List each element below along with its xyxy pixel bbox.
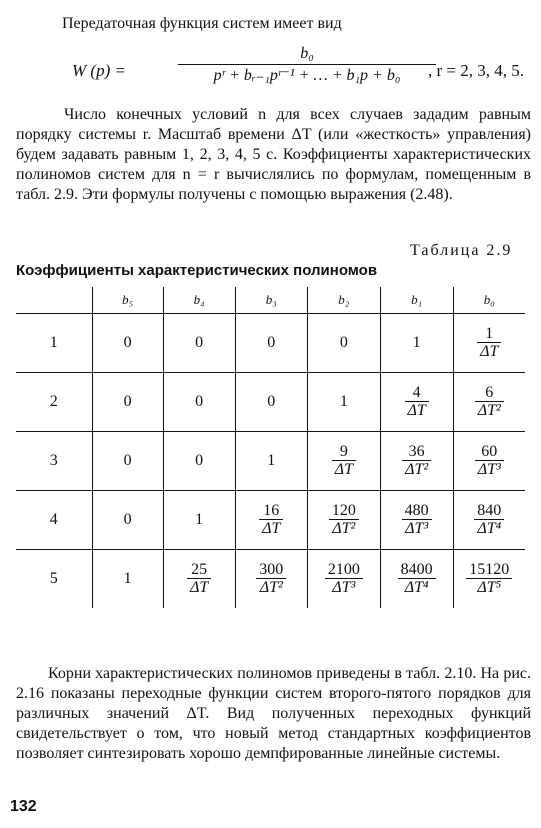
row-order-cell: 3: [16, 432, 92, 491]
coefficient-fraction: [405, 384, 429, 419]
fraction-denominator: ΔT³: [402, 519, 432, 537]
coefficient-cell: [453, 491, 525, 550]
fraction-denominator: ΔT: [259, 519, 283, 537]
coefficient-fraction: [402, 443, 431, 478]
coefficient-fraction: [477, 325, 501, 360]
table-row: [16, 373, 525, 432]
coefficient-fraction: [259, 502, 283, 537]
transfer-function-formula: [72, 44, 532, 96]
table-row: [16, 314, 525, 373]
coefficient-fraction: [187, 561, 211, 596]
coefficient-fraction: [256, 561, 286, 596]
header-cell: b₂: [307, 287, 380, 314]
row-order-cell: 2: [16, 373, 92, 432]
fraction-denominator: ΔT²: [329, 519, 359, 537]
table-row: [16, 491, 525, 550]
fraction-numerator: 25: [191, 561, 208, 578]
fraction-numerator: 1: [485, 325, 494, 342]
fraction-denominator: ΔT²: [256, 578, 286, 596]
fraction-denominator: ΔT⁵: [466, 578, 512, 596]
coefficient-cell: 1: [235, 432, 307, 491]
fraction-denominator: ΔT: [477, 342, 501, 360]
header-cell: b₀: [453, 287, 525, 314]
fraction-denominator: ΔT³: [475, 460, 504, 478]
row-order-cell: 1: [49, 334, 58, 351]
coefficient-cell: [307, 432, 380, 491]
coefficient-cell: [235, 491, 307, 550]
coefficient-cell: 1: [163, 491, 235, 550]
coefficient-cell: 0: [92, 491, 163, 550]
coefficient-cell: [380, 550, 453, 609]
fraction-numerator: 840: [477, 502, 502, 519]
coefficient-cell: 1: [92, 550, 163, 609]
paragraph-2: [16, 664, 531, 764]
header-cell: b₃: [235, 287, 307, 314]
coefficient-cell: 0: [235, 314, 307, 373]
formula-fraction: [142, 44, 472, 87]
intro-sentence: Передаточная функция систем имеет вид: [62, 15, 342, 32]
header-cell: b₁: [380, 287, 453, 314]
fraction-numerator: 60: [481, 443, 498, 460]
coefficient-fraction: [466, 561, 512, 596]
fraction-denominator: ΔT: [187, 578, 211, 596]
table-body: [16, 314, 525, 609]
coefficient-cell: [307, 550, 380, 609]
coefficient-cell: 1: [307, 373, 380, 432]
coefficient-cell: 0: [163, 432, 235, 491]
fraction-numerator: 2100: [327, 561, 360, 578]
coefficient-cell: [453, 432, 525, 491]
header-cell: b₄: [163, 287, 235, 314]
coefficient-cell: 0: [92, 373, 163, 432]
fraction-numerator: 480: [404, 502, 429, 519]
paragraph-1-text: Число конечных условий n для всех случаев зададим равным порядку системы r. Масштаб времени ΔT (или «жесткость» управления) будем задавать равным 1, 2, 3, 4, 5 с. Коэффициенты характеристических полиномов систем для n = r вычислялись по формулам, помещенным в табл. 2.9. Эти формулы получены с помощью выражения (2.48).: [16, 106, 531, 203]
coefficient-cell: 0: [163, 314, 235, 373]
row-order-cell: 5: [16, 550, 92, 609]
coefficient-cell: [380, 491, 453, 550]
paragraph-2-text: Корни характеристических полиномов приведены в табл. 2.10. На рис. 2.16 показаны переходные функции систем второго-пятого порядков для различных значений ΔT. Вид полученных переходных функций свидетельствует о том, что новый метод стандартных коэффициентов позволяет синтезировать хорошо демпфированные линейные системы.: [16, 665, 531, 762]
fraction-denominator: ΔT²: [475, 401, 504, 419]
table-row: [16, 432, 525, 491]
fraction-denominator: ΔT⁴: [474, 519, 504, 537]
coefficient-fraction: [475, 443, 504, 478]
table-title: Коэффициенты характеристических полиномов: [16, 262, 378, 279]
fraction-numerator: 4: [412, 384, 421, 401]
formula-lhs: W (p) =: [72, 61, 126, 80]
coefficient-cell: [453, 550, 525, 609]
formula-numerator: b₀: [300, 45, 314, 62]
coefficient-cell: [235, 550, 307, 609]
coefficient-cell: [307, 491, 380, 550]
coefficient-cell: 0: [92, 432, 163, 491]
formula-denominator: pʳ + bᵣ₋₁pʳ⁻¹ + … + b₁p + b₀: [213, 67, 401, 84]
table-header-row: [16, 287, 525, 314]
fraction-numerator: 6: [485, 384, 494, 401]
coefficient-cell: [380, 432, 453, 491]
table-row: [16, 550, 525, 609]
fraction-numerator: 16: [263, 502, 280, 519]
coefficient-fraction: [325, 561, 363, 596]
coefficient-cell: [380, 373, 453, 432]
fraction-denominator: ΔT: [332, 460, 356, 478]
fraction-denominator: ΔT³: [325, 578, 363, 596]
coefficient-cell: 0: [92, 314, 163, 373]
header-cell: [16, 287, 92, 314]
coefficient-fraction: [398, 561, 436, 596]
coefficient-cell: 0: [235, 373, 307, 432]
coefficient-cell: [453, 314, 525, 373]
fraction-denominator: ΔT⁴: [398, 578, 436, 596]
fraction-numerator: 15120: [469, 561, 510, 578]
fraction-denominator: ΔT: [405, 401, 429, 419]
row-order-cell: 4: [16, 491, 92, 550]
coefficient-fraction: [332, 443, 356, 478]
fraction-numerator: 300: [259, 561, 284, 578]
paragraph-1: [16, 105, 531, 205]
fraction-numerator: 120: [331, 502, 356, 519]
coefficient-cell: 1: [380, 314, 453, 373]
page-number: 132: [10, 798, 37, 815]
fraction-denominator: ΔT²: [402, 460, 431, 478]
coefficient-fraction: [475, 384, 504, 419]
table-number: Таблица 2.9: [410, 242, 513, 259]
fraction-numerator: 9: [339, 443, 348, 460]
coefficient-cell: [163, 550, 235, 609]
coefficient-cell: 0: [163, 373, 235, 432]
formula-range: , r = 2, 3, 4, 5.: [428, 61, 524, 80]
coefficient-fraction: [402, 502, 432, 537]
fraction-numerator: 8400: [400, 561, 433, 578]
header-cell: b₅: [92, 287, 163, 314]
fraction-numerator: 36: [408, 443, 425, 460]
coefficient-fraction: [329, 502, 359, 537]
coefficient-cell: [453, 373, 525, 432]
coefficients-table: [16, 287, 525, 608]
coefficient-fraction: [474, 502, 504, 537]
coefficient-cell: 0: [307, 314, 380, 373]
